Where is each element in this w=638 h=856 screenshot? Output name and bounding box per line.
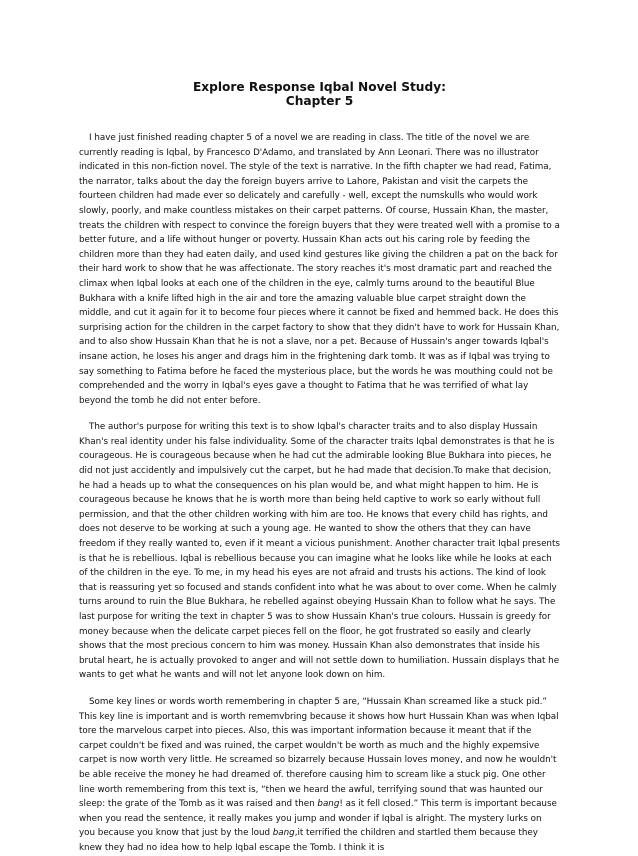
- title-line-2: Chapter 5: [285, 94, 354, 108]
- document-title: [79, 80, 560, 108]
- key-lines-emphasis-1: bang: [317, 799, 340, 810]
- paragraph-author-purpose: The author's purpose for writing this text is to show Iqbal's character traits and to also display Hussain Khan's real identity under his false individuality. Some of the character traits Iqbal demonstrates is that he is courageous. He is courageous because when he had cut the admirable looking Blue Bukhara into pieces, he did not just accidently and impulsively cut the carpet, but he had made that decision.To make that decision, he had a heads up to what the consequences on his plan would be, and what might happen to him. He is courageous because he knows that he is worth more than being held captive to work so early without full permission, and that the other children working with him are too. He knows that every child has rights, and does not deserve to be working at such a young age. He wanted to show the others that they can have freedom if they really wanted to, even if it meant a vicious punishment. Another character trait Iqbal presents is that he is rebellious. Iqbal is rebellious because you can imagine what he looks like while he looks at each of the children in the eye. To me, in my head his eyes are not afraid and trusts his actions. The kind of look that is reassuring yet so focused and stands confident into what he was about to over come. When he calmly turns around to ruin the Blue Bukhara, he rebelled against obeying Hussain Khan to follow what he says. The last purpose for writing the text in chapter 5 was to show Hussain Khan's true colours. Hussain is greedy for money because when the delicate carpet pieces fell on the floor, he got frustrated so easily and clearly shows that the most precious concern to him was money. Hussain Khan also demonstrates that inside his brutal heart, he is actually provoked to anger and will not settle down to humiliation. Hussain displays that he wants to get what he wants and will not let anyone look down on him.: [79, 422, 560, 681]
- key-lines-emphasis-2: bang: [272, 828, 295, 839]
- paragraph-key-lines: [79, 695, 560, 856]
- paragraph-summary: I have just finished reading chapter 5 of a novel we are reading in class. The title of the novel we are currently reading is Iqbal, by Francesco D'Adamo, and translated by Ann Leonari. There was no illustrator indicated in this non-fiction novel. The style of the text is narrative. In the fifth chapter we had read, Fatima, the narrator, talks about the day the foreign buyers arrive to Lahore, Pakistan and visit the carpets the fourteen children had made ever so delicately and carefully - well, except the numskulls who would work slowly, poorly, and make countless mistakes on their carpet patterns. Of course, Hussain Khan, the master, treats the children with respect to convince the foreign buyers that they were treated well with a promise to a better future, and a life without hunger or poverty. Hussain Khan acts out his caring role by feeding the children more than they had eaten daily, and used kind gestures like giving the children a pat on the back for their hard work to show that he was affectionate. The story reaches it's most dramatic part and reached the climax when Iqbal looks at each one of the children in the eye, calmly turns around to the beautiful Blue Bukhara with a knife lifted high in the air and tore the amazing valuable blue carpet straight down the middle, and cut it again for it to become four pieces where it cannot be fixed and hemmed back. He does this surprising action for the children in the carpet factory to show that they didn't have to work for Hussain Khan, and to also show Hussain Khan that he is not a slave, nor a pet. Because of Hussain's anger towards Iqbal's insane action, he loses his anger and drags him in the frightening dark tomb. It was as if Iqbal was trying to say something to Fatima before he faced the mysterious place, but the words he was mouthing could not be comprehended and the worry in Iqbal's eyes gave a thought to Fatima that he was terrified of what lay beyond the tomb he did not enter before.: [79, 133, 560, 406]
- title-line-1: Explore Response Iqbal Novel Study:: [192, 80, 447, 94]
- key-lines-text-3: ,it terrified the children and startled them because they knew they had no idea how to help Iqbal escape the Tomb. I think it is: [79, 828, 538, 853]
- key-lines-text-2: ! as it fell closed.” This term is important because when you read the sentence, it really makes you jump and wonder if Iqbal is alright. The mystery lurks on you because you know that just by the loud: [79, 799, 557, 839]
- key-lines-text-1: Some key lines or words worth remembering in chapter 5 are, “Hussain Khan screamed like a stuck pid.” This key line is important and is worth rememvbring because it shows how hurt Hussain Khan was when Iqbal tore the marvelous carpet into pieces. Also, this was important information because it meant that if the carpet couldn't be fixed and was ruined, the carpet wouldn't be worth as much and the highly expemsive carpet is now worth very little. He screamed so bizarrely because Hussain loves money, and now he wouldn't be able receive the money he had dreamed of. therefore causing him to scream like a stuck pig. One other line worth remembering from this text is, “then we heard the awful, terrifying sound that was haunted our sleep: the grate of the Tomb as it was raised and then: [79, 696, 559, 810]
